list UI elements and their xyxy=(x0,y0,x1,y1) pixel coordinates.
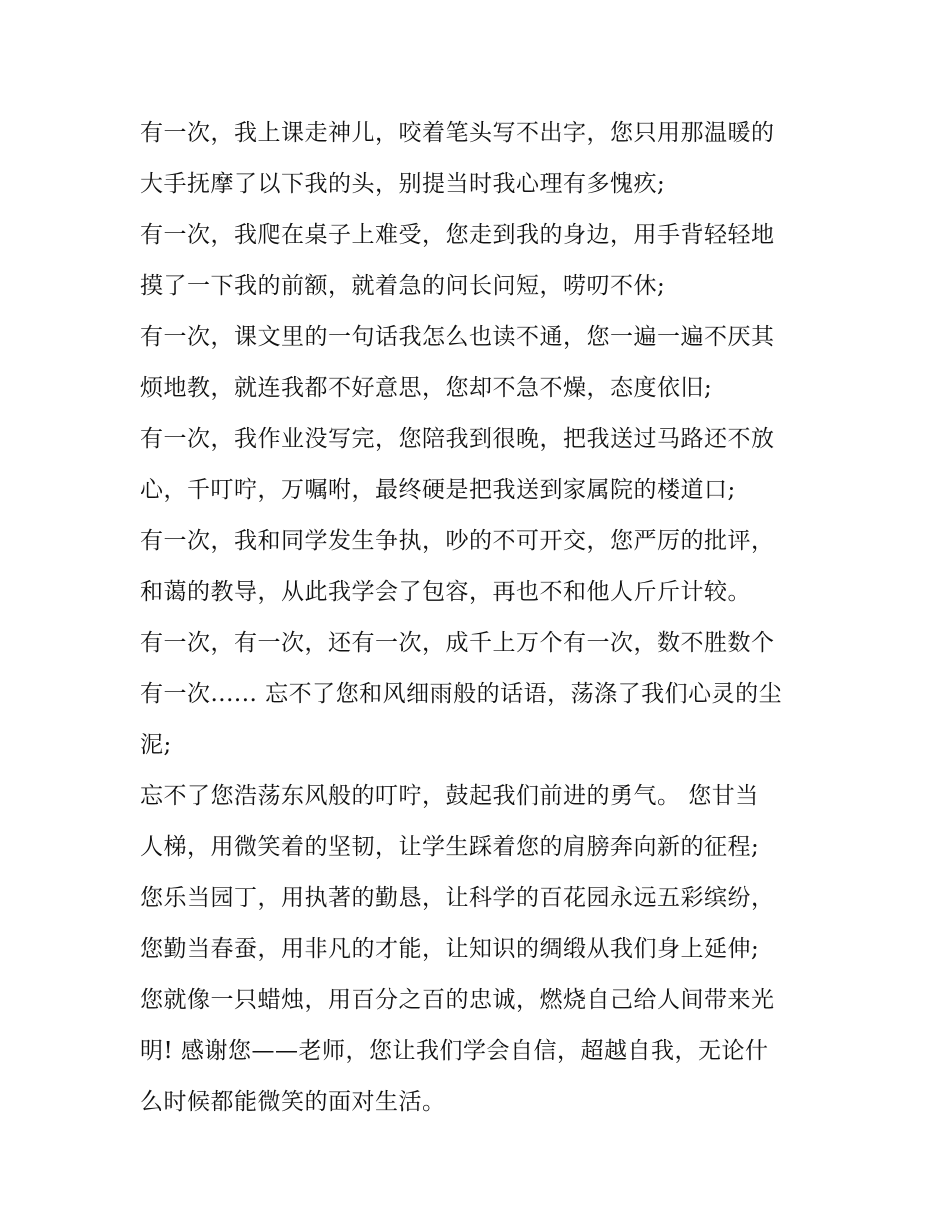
text-line: 有一次...... 忘不了您和风细雨般的话语，荡涤了我们心灵的尘 xyxy=(140,681,783,707)
body-text xyxy=(140,108,820,1128)
text-line: 您乐当园丁，用执著的勤恳，让科学的百花园永远五彩缤纷， xyxy=(140,885,775,911)
text-line: 摸了一下我的前额，就着急的问长问短，唠叨不休; xyxy=(140,273,666,299)
text-line: 忘不了您浩荡东风般的叮咛，鼓起我们前进的勇气。 您甘当 xyxy=(140,783,759,809)
text-line: 有一次，我爬在桌子上难受，您走到我的身边，用手背轻轻地 xyxy=(140,222,775,248)
text-line: 有一次，课文里的一句话我怎么也读不通，您一遍一遍不厌其 xyxy=(140,324,775,350)
text-line: 明! 感谢您——老师，您让我们学会自信，超越自我，无论什 xyxy=(140,1038,769,1064)
text-line: 有一次，我作业没写完，您陪我到很晚，把我送过马路还不放 xyxy=(140,426,775,452)
text-line: 和蔼的教导，从此我学会了包容，再也不和他人斤斤计较。 xyxy=(140,579,751,605)
text-line: 人梯，用微笑着的坚韧，让学生踩着您的肩膀奔向新的征程; xyxy=(140,834,760,860)
text-line: 心，千叮咛，万嘱咐，最终硬是把我送到家属院的楼道口; xyxy=(140,477,736,503)
text-line: 大手抚摩了以下我的头，别提当时我心理有多愧疚; xyxy=(140,171,666,197)
text-line: 有一次，我上课走神儿，咬着笔头写不出字，您只用那温暖的 xyxy=(140,120,775,146)
text-line: 您就像一只蜡烛，用百分之百的忠诚，燃烧自己给人间带来光 xyxy=(140,987,775,1013)
text-line: 有一次，有一次，还有一次，成千上万个有一次，数不胜数个 xyxy=(140,630,775,656)
text-line: 有一次，我和同学发生争执，吵的不可开交，您严厉的批评， xyxy=(140,528,775,554)
text-line: 烦地教，就连我都不好意思，您却不急不燥，态度依旧; xyxy=(140,375,713,401)
text-line: 泥; xyxy=(140,732,172,758)
text-line: 么时候都能微笑的面对生活。 xyxy=(140,1089,446,1115)
text-line: 您勤当春蚕，用非凡的才能，让知识的绸缎从我们身上延伸; xyxy=(140,936,760,962)
